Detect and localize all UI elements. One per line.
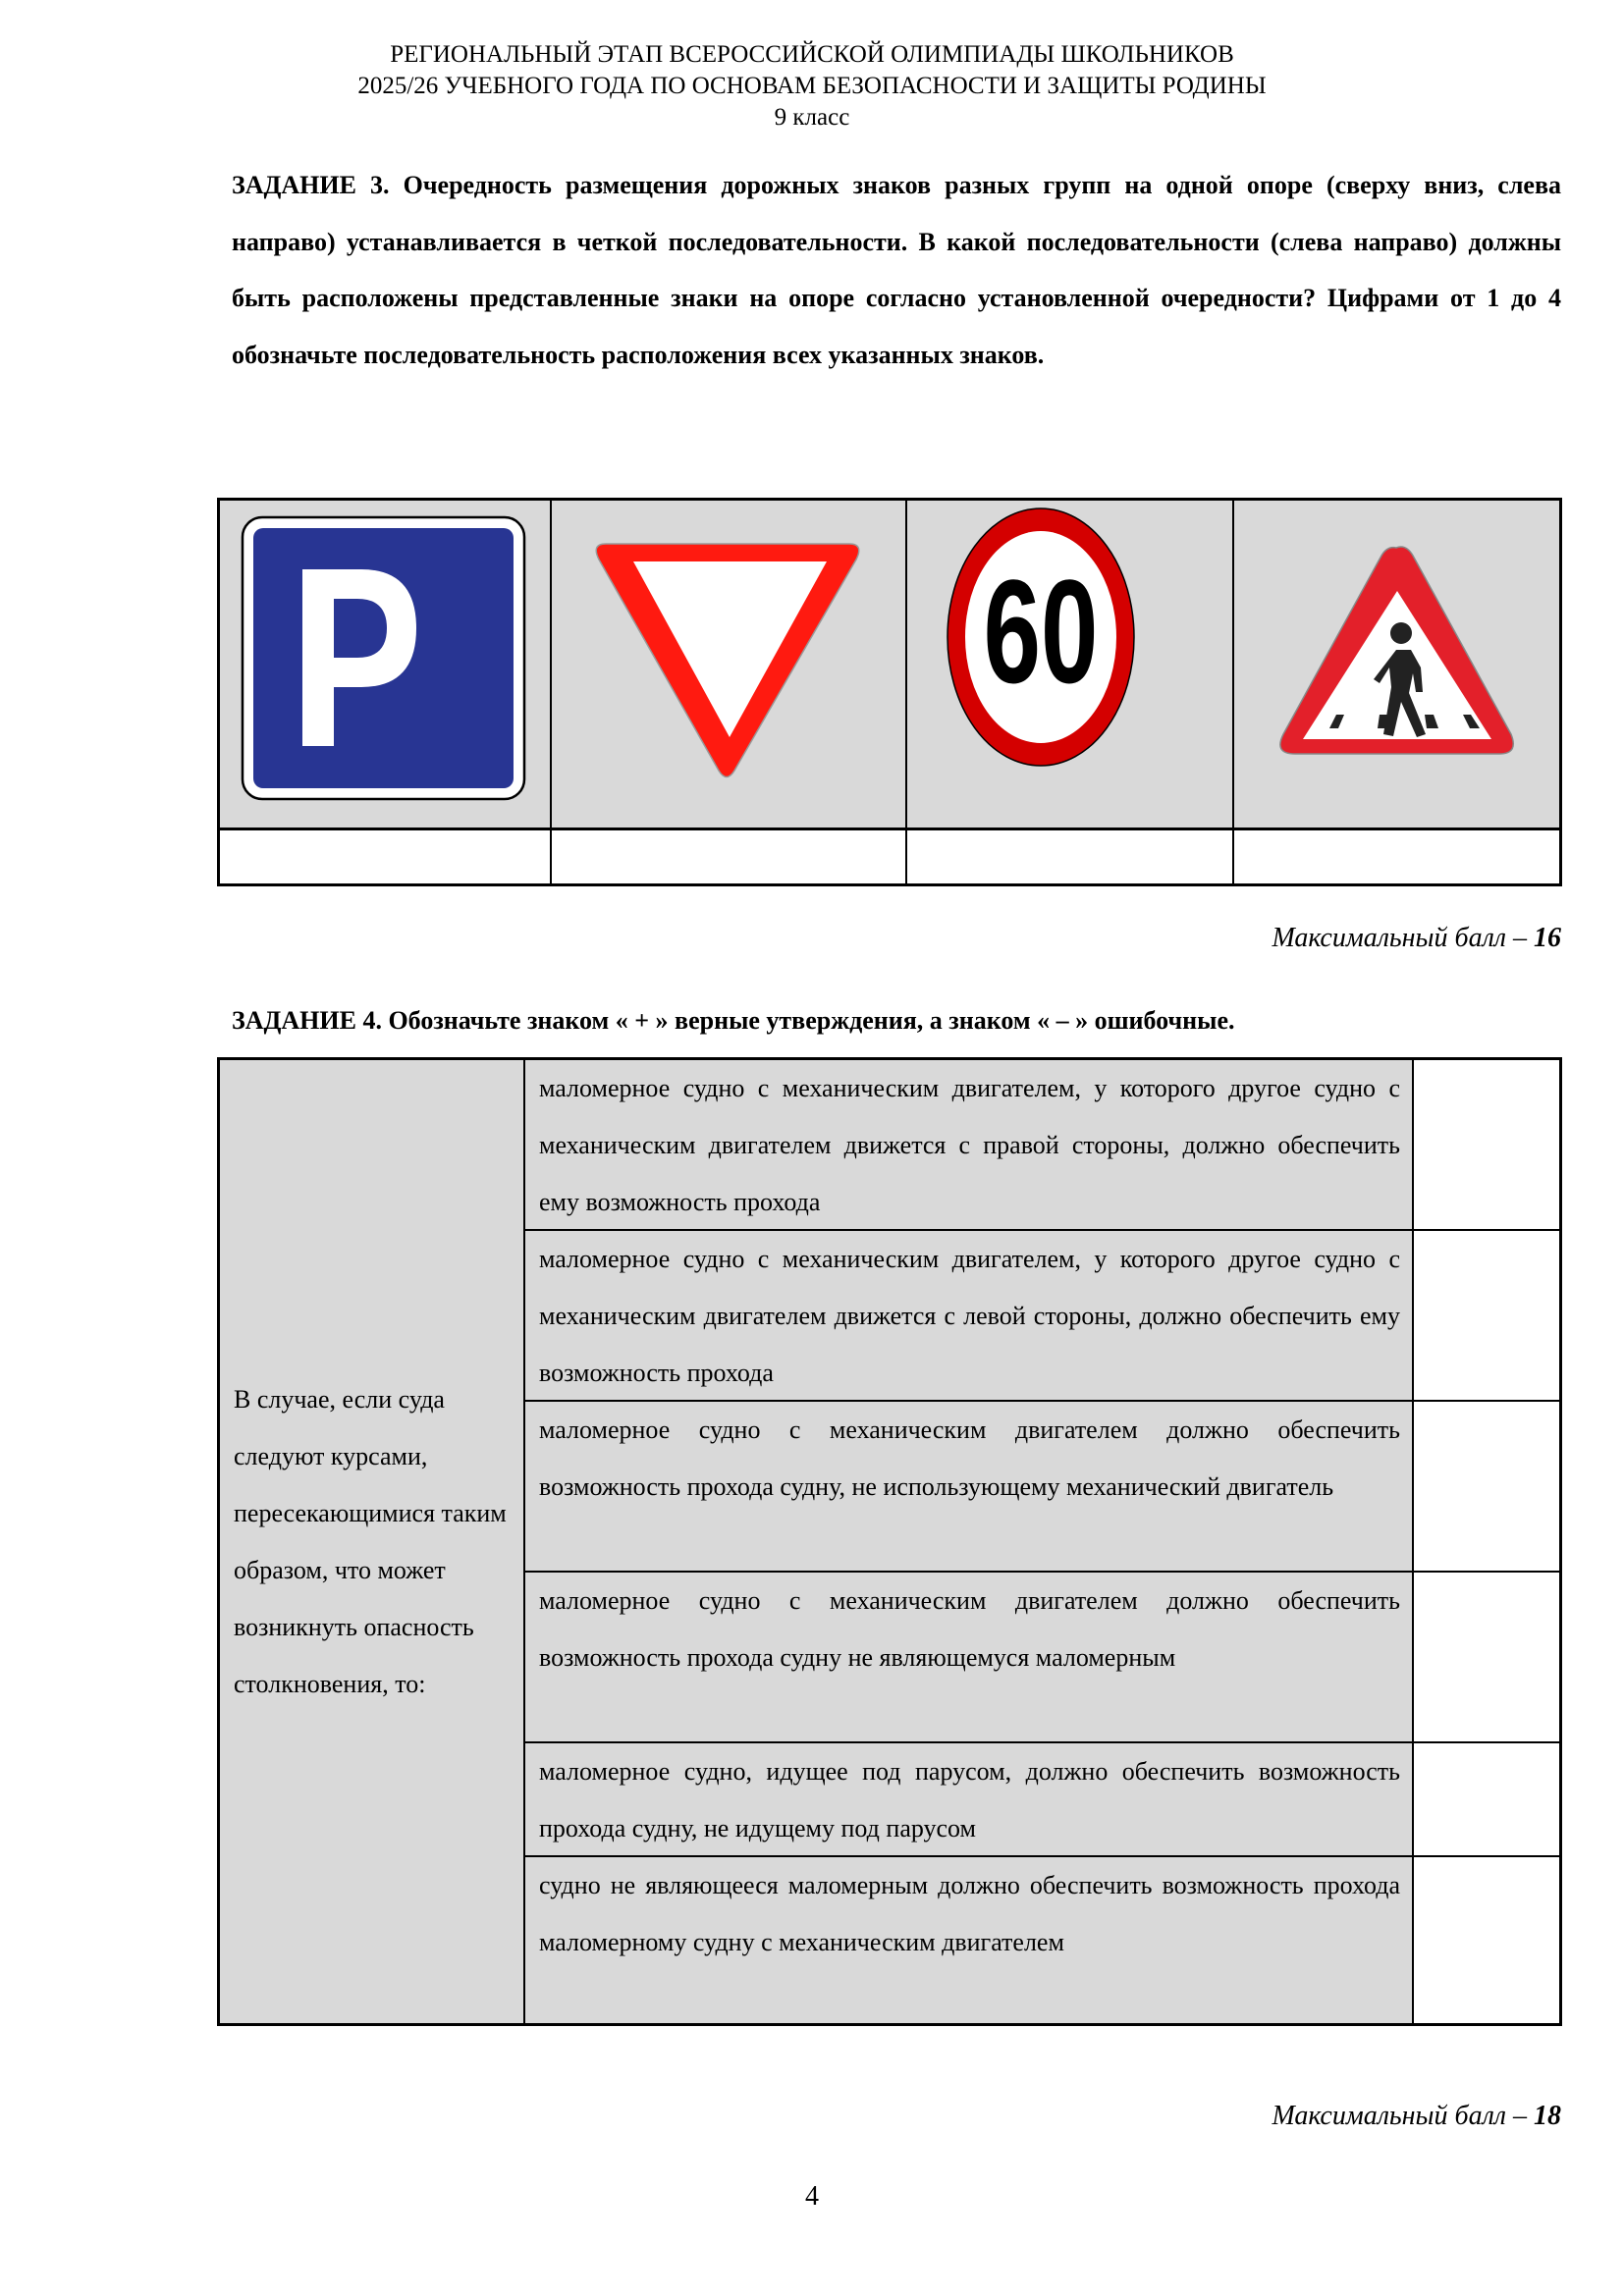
statement-text: маломерное судно с механическим двигателем, у которого другое судно с механическим двигателем движется с правой стороны, должно обеспечить ему возможность прохода: [525, 1060, 1414, 1229]
max-score-value: 18: [1534, 2101, 1561, 2131]
max-score-label: Максимальный балл –: [1272, 923, 1527, 953]
answer-cell-2[interactable]: [552, 830, 905, 883]
statement-answer-cell[interactable]: [1414, 1060, 1559, 1229]
statement-text: маломерное судно с механическим двигателем должно обеспечить возможность прохода судну не являющемуся маломерным: [525, 1573, 1414, 1741]
sign-cell-1: [220, 501, 549, 828]
pedestrian-crossing-sign-icon: [1234, 501, 1559, 828]
signs-table: [217, 498, 1562, 886]
statement-row: [525, 1857, 1559, 2023]
task3-question: [232, 157, 1561, 383]
statement-answer-cell[interactable]: [1414, 1857, 1559, 2023]
task4-heading: [232, 1006, 1234, 1036]
task4-instruction: Обозначьте знаком « + » верные утверждения, а знаком « – » ошибочные.: [388, 1006, 1235, 1035]
statement-row: [525, 1573, 1559, 1743]
max-score-label: Максимальный балл –: [1272, 2101, 1527, 2131]
parking-sign-icon: [220, 501, 549, 828]
statement-row: [525, 1402, 1559, 1573]
statement-row: [525, 1231, 1559, 1402]
signs-answer-row: [220, 828, 1559, 883]
statement-text: судно не являющееся маломерным должно обеспечить возможность прохода маломерному судну с механическим двигателем: [525, 1857, 1414, 2023]
page-number: 4: [805, 2181, 819, 2212]
task3-label: ЗАДАНИЕ 3.: [232, 171, 390, 199]
statement-answer-cell[interactable]: [1414, 1231, 1559, 1400]
answer-cell-4[interactable]: [1234, 830, 1559, 883]
answer-cell-1[interactable]: [220, 830, 550, 883]
statement-answer-cell[interactable]: [1414, 1743, 1559, 1855]
yield-sign-icon: [552, 501, 905, 828]
statement-text: маломерное судно с механическим двигателем, у которого другое судно с механическим двигателем движется с левой стороны, должно обеспечить ему возможность прохода: [525, 1231, 1414, 1400]
answer-cell-3[interactable]: [907, 830, 1232, 883]
task3-max-score: [1272, 923, 1561, 954]
signs-image-row: [220, 501, 1559, 828]
sign-cell-2: [552, 501, 905, 828]
statement-text: маломерное судно, идущее под парусом, должно обеспечить возможность прохода судну, не идущему под парусом: [525, 1743, 1414, 1855]
speed-limit-value: 60: [983, 550, 1099, 715]
statement-row: [525, 1060, 1559, 1231]
task4-max-score: [1272, 2101, 1561, 2132]
header-line-1: РЕГИОНАЛЬНЫЙ ЭТАП ВСЕРОССИЙСКОЙ ОЛИМПИАДЫ ШКОЛЬНИКОВ: [390, 41, 1234, 68]
condition-cell: [220, 1060, 525, 2023]
task4-label: ЗАДАНИЕ 4.: [232, 1006, 382, 1035]
document-header: [0, 39, 1624, 133]
statement-answer-cell[interactable]: [1414, 1402, 1559, 1571]
sign-cell-3: [907, 501, 1232, 828]
sign-cell-4: [1234, 501, 1559, 828]
header-grade: 9 класс: [774, 104, 850, 131]
statement-row: [525, 1743, 1559, 1857]
statement-text: маломерное судно с механическим двигателем должно обеспечить возможность прохода судну, не использующему механический двигатель: [525, 1402, 1414, 1571]
header-line-2: 2025/26 УЧЕБНОГО ГОДА ПО ОСНОВАМ БЕЗОПАСНОСТИ И ЗАЩИТЫ РОДИНЫ: [357, 73, 1267, 99]
max-score-value: 16: [1534, 923, 1561, 953]
condition-text: В случае, если суда следуют курсами, пересекающимися таким образом, что может возникнуть опасность столкновения, то:: [234, 1384, 507, 1698]
speed-limit-sign-icon: [907, 501, 1232, 828]
statements-table: [217, 1057, 1562, 2026]
task3-text: Очередность размещения дорожных знаков разных групп на одной опоре (сверху вниз, слева направо) устанавливается в четкой последовательности. В какой последовательности (слева направо) должны быть расположены представленные знаки на опоре согласно установленной очередности? Цифрами от 1 до 4 обозначьте последовательность расположения всех указанных знаков.: [232, 171, 1562, 369]
statement-answer-cell[interactable]: [1414, 1573, 1559, 1741]
